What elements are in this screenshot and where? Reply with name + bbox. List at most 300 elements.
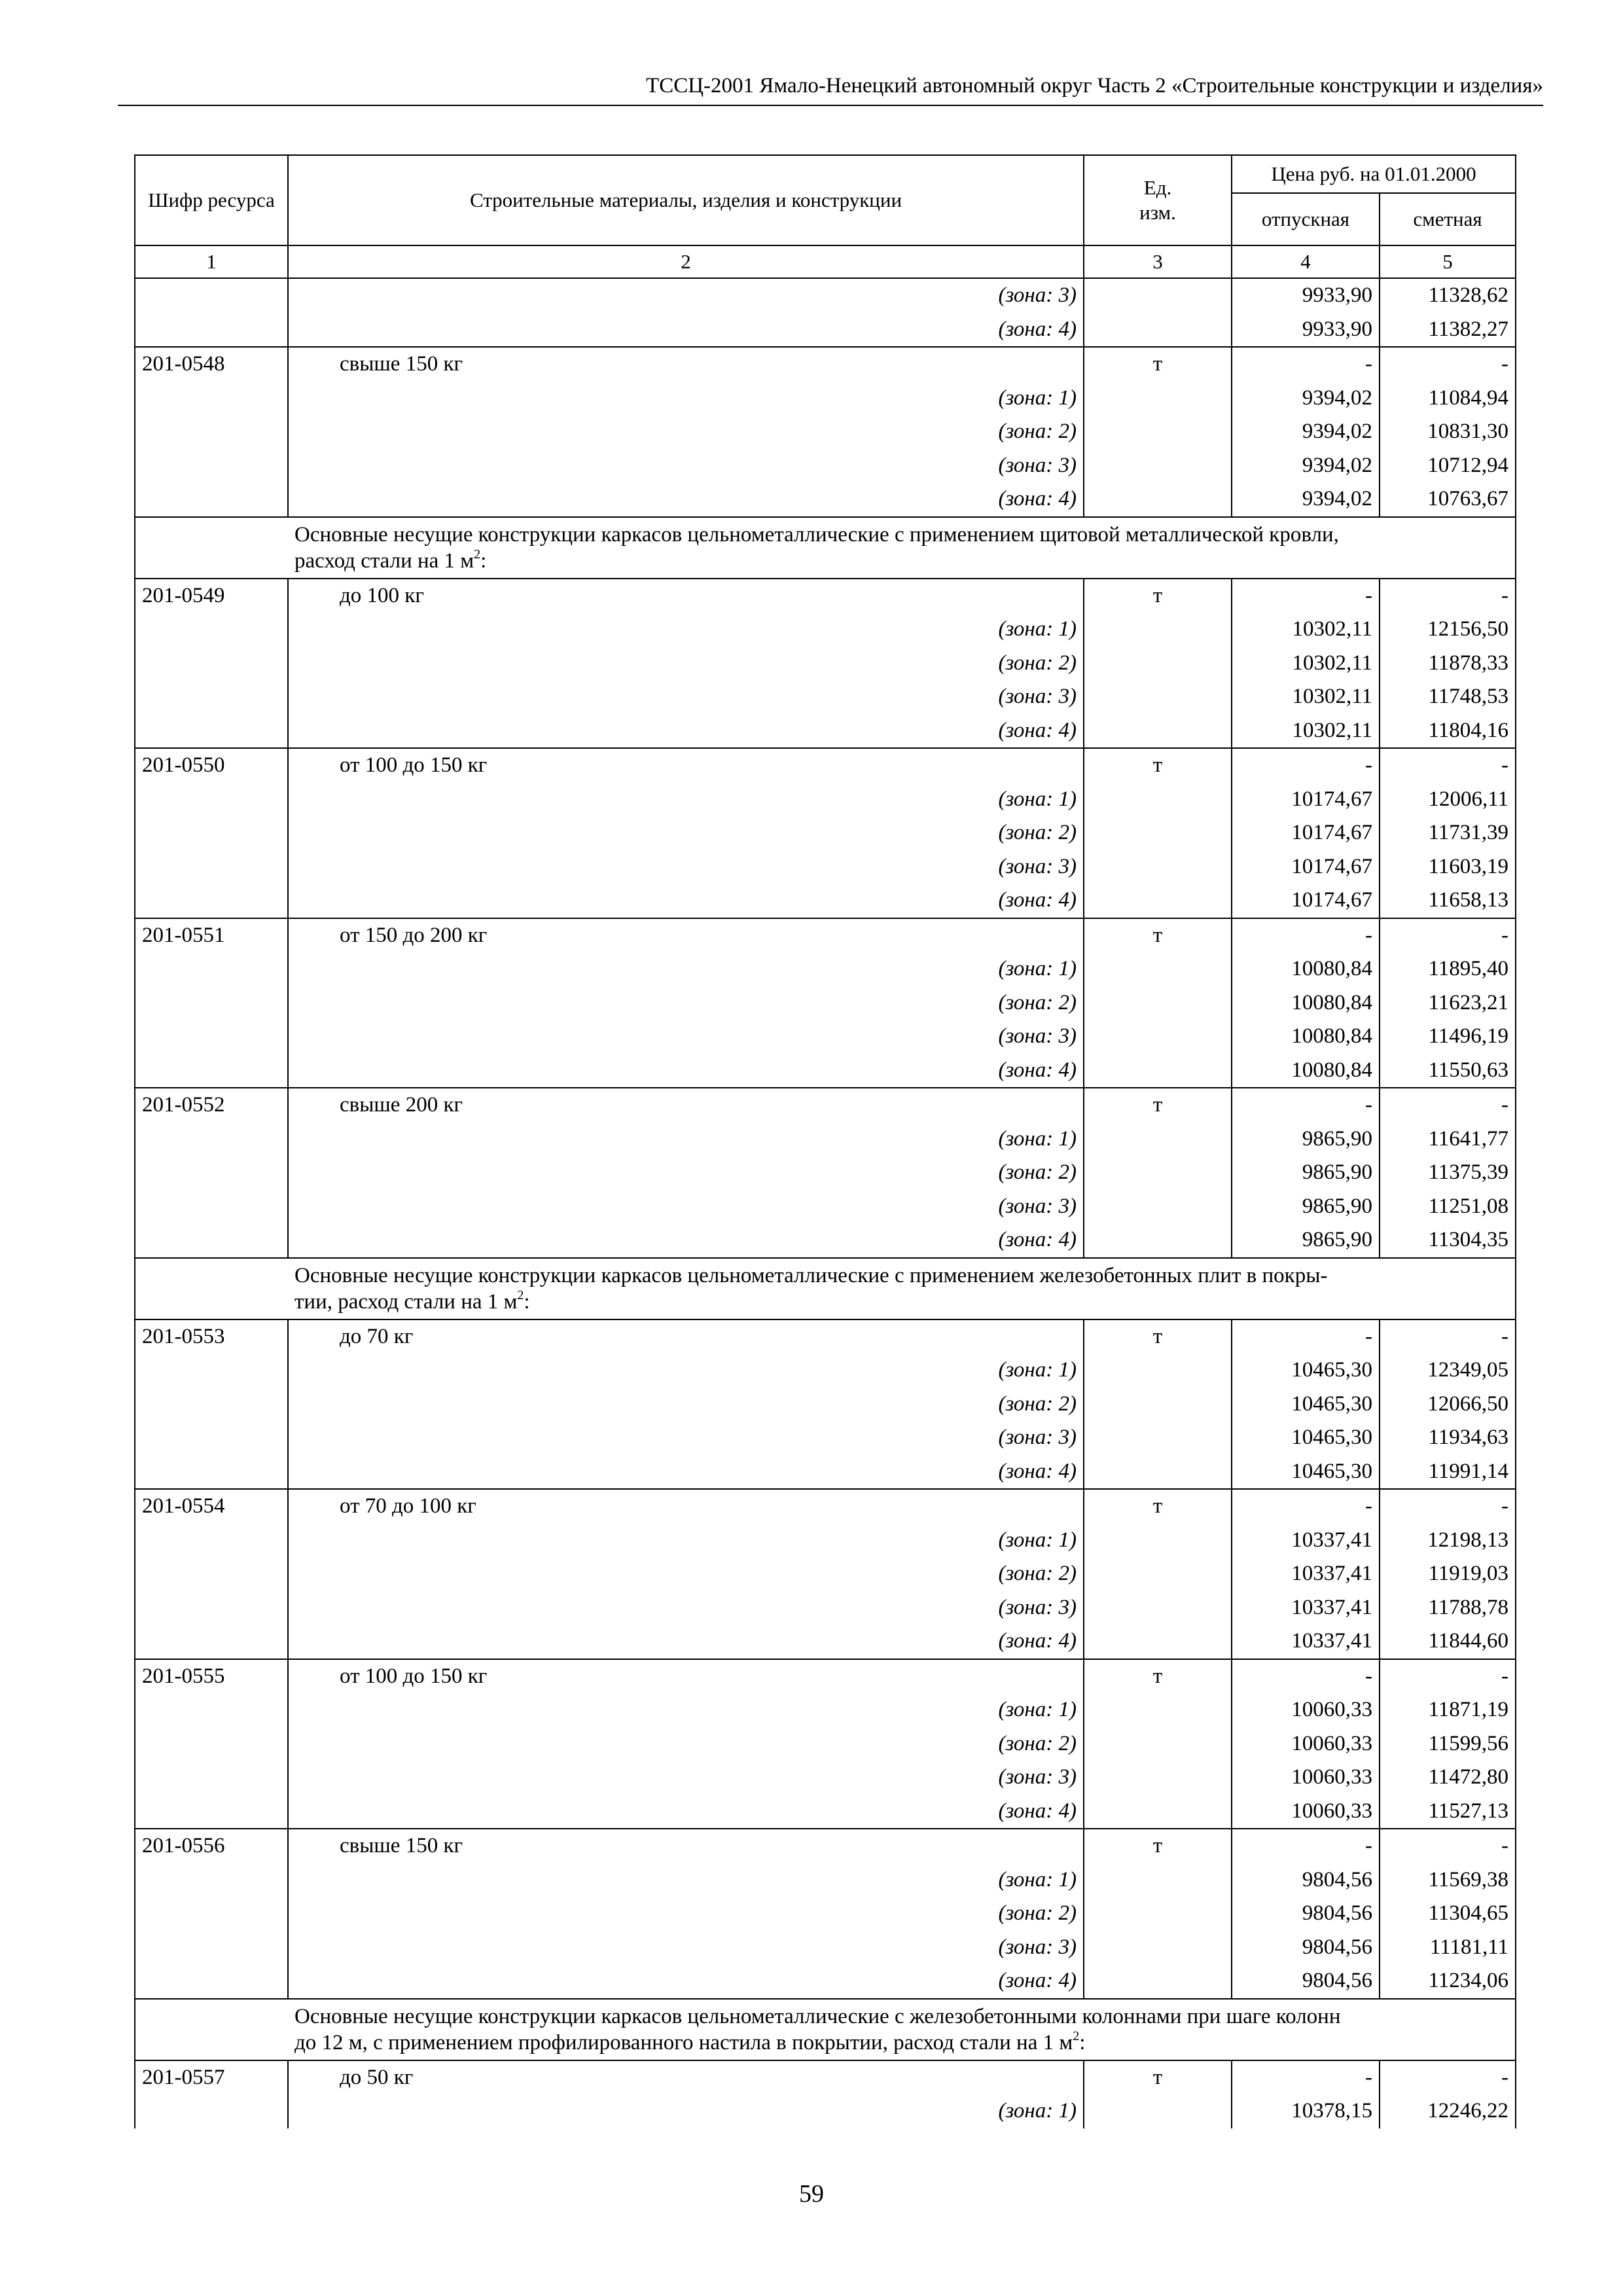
section-title-line-2 [294,1289,1508,1315]
zone-label: (зона: 4) [288,1223,1084,1258]
page-number: 59 [799,2180,824,2208]
resource-code [135,1727,288,1761]
unit [1084,647,1232,681]
estimate-price: 11641,77 [1380,1122,1516,1157]
zone-label: (зона: 2) [288,816,1084,850]
unit [1084,1863,1232,1897]
release-price: - [1232,1489,1380,1524]
zone-row [135,1795,1516,1829]
zone-label: (зона: 2) [288,1156,1084,1190]
zone-row [135,1223,1516,1258]
estimate-price: 11788,78 [1380,1591,1516,1625]
zone-label: (зона: 2) [288,986,1084,1020]
unit [1084,884,1232,918]
unit [1084,1122,1232,1157]
release-price: 10080,84 [1232,1020,1380,1054]
unit [1084,313,1232,348]
unit [1084,1591,1232,1625]
zone-row [135,1693,1516,1727]
release-price: - [1232,1829,1380,1863]
estimate-price: 11550,63 [1380,1054,1516,1088]
estimate-price: 11084,94 [1380,382,1516,416]
resource-code [135,1388,288,1422]
unit [1084,783,1232,817]
unit: т [1084,347,1232,382]
unit [1084,449,1232,483]
unit [1084,952,1232,986]
item-name: до 100 кг [288,579,1084,613]
resource-code [135,952,288,986]
unit: т [1084,748,1232,783]
section-row [135,1999,1516,2060]
release-price: 10080,84 [1232,986,1380,1020]
zone-label: (зона: 4) [288,1964,1084,1999]
resource-code [135,647,288,681]
unit [1084,1897,1232,1931]
section-title-line-1: Основные несущие конструкции каркасов цельнометаллические с применением железобетонных плит в покры- [294,1263,1328,1287]
resource-code [135,1693,288,1727]
zone-label: (зона: 1) [288,1122,1084,1157]
release-price: 9394,02 [1232,382,1380,416]
release-price: 10302,11 [1232,680,1380,714]
header-code: Шифр ресурса [135,155,288,245]
estimate-price: 11748,53 [1380,680,1516,714]
release-price: - [1232,748,1380,783]
resource-code [135,313,288,348]
resource-code [135,1421,288,1455]
section-title-text: до 12 м, с применением профилированного настила в покрытии, расход стали на 1 м [294,2030,1073,2054]
release-price: 10465,30 [1232,1354,1380,1388]
unit: т [1084,1319,1232,1354]
section-title-line-1: Основные несущие конструкции каркасов цельнометаллические с применением щитовой металлической кровли, [294,522,1339,547]
zone-row [135,1388,1516,1422]
resource-code: 201-0554 [135,1489,288,1524]
unit: т [1084,1088,1232,1122]
zone-label: (зона: 4) [288,1455,1084,1490]
resource-code [135,714,288,749]
release-price: 9865,90 [1232,1156,1380,1190]
estimate-price: 11234,06 [1380,1964,1516,1999]
resource-code [135,2094,288,2128]
section-title-text: расход стали на 1 м [294,548,474,573]
zone-row [135,382,1516,416]
estimate-price: 11603,19 [1380,850,1516,884]
estimate-price: 11304,65 [1380,1897,1516,1931]
estimate-price: 12246,22 [1380,2094,1516,2128]
resource-code: 201-0552 [135,1088,288,1122]
release-price: 10465,30 [1232,1388,1380,1422]
superscript: 2 [1073,2028,1080,2043]
zone-row [135,1156,1516,1190]
resource-code [135,1897,288,1931]
section-row [135,517,1516,579]
zone-row [135,850,1516,884]
price-table [134,154,1516,2128]
unit [1084,714,1232,749]
estimate-price: - [1380,918,1516,953]
resource-code [135,680,288,714]
item-row [135,1489,1516,1524]
section-title-line-2 [294,548,1508,574]
zone-label: (зона: 3) [288,1761,1084,1795]
zone-label: (зона: 1) [288,952,1084,986]
item-row [135,347,1516,382]
zone-label: (зона: 4) [288,1054,1084,1088]
resource-code [135,613,288,647]
header-estimate-price: сметная [1380,193,1516,245]
release-price: 9933,90 [1232,313,1380,348]
zone-label: (зона: 3) [288,1591,1084,1625]
zone-row [135,680,1516,714]
estimate-price: - [1380,579,1516,613]
release-price: 10337,41 [1232,1524,1380,1558]
estimate-price: - [1380,1319,1516,1354]
zone-label: (зона: 4) [288,714,1084,749]
zone-label: (зона: 1) [288,1354,1084,1388]
resource-code [135,1455,288,1490]
resource-code: 201-0555 [135,1659,288,1694]
section-code-cell [135,1999,288,2060]
zone-label: (зона: 4) [288,482,1084,517]
release-price: 10060,33 [1232,1727,1380,1761]
release-price: 10080,84 [1232,952,1380,986]
superscript: 2 [474,547,481,562]
estimate-price: 11878,33 [1380,647,1516,681]
estimate-price: 11375,39 [1380,1156,1516,1190]
item-row [135,1088,1516,1122]
zone-label: (зона: 2) [288,1897,1084,1931]
release-price: 9394,02 [1232,415,1380,449]
zone-row [135,1761,1516,1795]
zone-row [135,1931,1516,1965]
unit [1084,1524,1232,1558]
resource-code [135,1190,288,1224]
estimate-price: 11804,16 [1380,714,1516,749]
estimate-price: 11569,38 [1380,1863,1516,1897]
zone-label: (зона: 3) [288,1931,1084,1965]
zone-row [135,415,1516,449]
section-title-line-1: Основные несущие конструкции каркасов цельнометаллические с железобетонными колоннами при шаге колонн [294,2004,1341,2028]
zone-label: (зона: 4) [288,1624,1084,1659]
estimate-price: 11599,56 [1380,1727,1516,1761]
zone-label: (зона: 2) [288,1557,1084,1591]
release-price: 9865,90 [1232,1190,1380,1224]
zone-row [135,1054,1516,1088]
zone-row [135,613,1516,647]
zone-label: (зона: 1) [288,2094,1084,2128]
header-unit: Ед. изм. [1084,155,1232,245]
unit [1084,1795,1232,1829]
header-name: Строительные материалы, изделия и конструкции [288,155,1084,245]
item-name: от 150 до 200 кг [288,918,1084,953]
unit [1084,1727,1232,1761]
section-title-line-2 [294,2030,1508,2056]
estimate-price: 12349,05 [1380,1354,1516,1388]
zone-row [135,449,1516,483]
resource-code [135,1557,288,1591]
unit [1084,1931,1232,1965]
zone-row [135,714,1516,749]
zone-row [135,482,1516,517]
unit [1084,986,1232,1020]
release-price: 10174,67 [1232,884,1380,918]
unit: т [1084,2060,1232,2095]
section-title-text: тии, расход стали на 1 м [294,1289,518,1314]
col-number-5: 5 [1380,245,1516,278]
col-number-2: 2 [288,245,1084,278]
resource-code [135,884,288,918]
zone-row [135,647,1516,681]
estimate-price: 11472,80 [1380,1761,1516,1795]
item-name: от 100 до 150 кг [288,1659,1084,1694]
release-price: 9804,56 [1232,1863,1380,1897]
zone-label: (зона: 1) [288,1693,1084,1727]
resource-code [135,850,288,884]
estimate-price: 11251,08 [1380,1190,1516,1224]
item-row [135,1829,1516,1863]
resource-code: 201-0551 [135,918,288,953]
col-number-4: 4 [1232,245,1380,278]
release-price: 9394,02 [1232,482,1380,517]
estimate-price: 11919,03 [1380,1557,1516,1591]
estimate-price: - [1380,1489,1516,1524]
zone-label: (зона: 1) [288,1524,1084,1558]
resource-code [135,1156,288,1190]
estimate-price: 11731,39 [1380,816,1516,850]
resource-code [135,415,288,449]
zone-label: (зона: 4) [288,313,1084,348]
estimate-price: 11527,13 [1380,1795,1516,1829]
item-name: свыше 200 кг [288,1088,1084,1122]
estimate-price: 10712,94 [1380,449,1516,483]
zone-row [135,1354,1516,1388]
resource-code: 201-0557 [135,2060,288,2095]
zone-row [135,816,1516,850]
unit: т [1084,918,1232,953]
release-price: 9933,90 [1232,278,1380,313]
item-name: от 70 до 100 кг [288,1489,1084,1524]
zone-row [135,884,1516,918]
estimate-price: 11871,19 [1380,1693,1516,1727]
unit [1084,850,1232,884]
unit [1084,1964,1232,1999]
estimate-price: - [1380,2060,1516,2095]
item-name: до 70 кг [288,1319,1084,1354]
estimate-price: 12006,11 [1380,783,1516,817]
unit [1084,2094,1232,2128]
unit [1084,1557,1232,1591]
estimate-price: 12156,50 [1380,613,1516,647]
unit [1084,1388,1232,1422]
unit [1084,1223,1232,1258]
section-title [288,517,1516,579]
estimate-price: 12198,13 [1380,1524,1516,1558]
resource-code [135,1020,288,1054]
release-price: - [1232,347,1380,382]
zone-label: (зона: 2) [288,1388,1084,1422]
resource-code [135,1524,288,1558]
zone-row [135,1122,1516,1157]
unit [1084,613,1232,647]
running-header: ТССЦ-2001 Ямало-Ненецкий автономный округ Часть 2 «Строительные конструкции и изделия» [118,71,1543,106]
resource-code [135,1863,288,1897]
unit [1084,1624,1232,1659]
resource-code [135,783,288,817]
zone-row [135,1190,1516,1224]
item-name: свыше 150 кг [288,347,1084,382]
resource-code: 201-0550 [135,748,288,783]
unit [1084,1020,1232,1054]
resource-code [135,449,288,483]
resource-code [135,1054,288,1088]
unit: т [1084,579,1232,613]
resource-code [135,1624,288,1659]
zone-row [135,952,1516,986]
zone-row [135,1455,1516,1490]
zone-label: (зона: 1) [288,613,1084,647]
release-price: - [1232,2060,1380,2095]
release-price: - [1232,1088,1380,1122]
unit [1084,1421,1232,1455]
release-price: 10378,15 [1232,2094,1380,2128]
item-row [135,918,1516,953]
unit [1084,680,1232,714]
resource-code [135,1964,288,1999]
zone-row [135,1964,1516,1999]
section-title-colon: : [1079,2030,1086,2054]
release-price: 10337,41 [1232,1557,1380,1591]
zone-label: (зона: 1) [288,783,1084,817]
unit: т [1084,1829,1232,1863]
zone-label: (зона: 3) [288,278,1084,313]
zone-label: (зона: 1) [288,1863,1084,1897]
unit [1084,1354,1232,1388]
item-name: свыше 150 кг [288,1829,1084,1863]
release-price: 10080,84 [1232,1054,1380,1088]
unit [1084,1693,1232,1727]
zone-row [135,1557,1516,1591]
zone-label: (зона: 2) [288,415,1084,449]
unit [1084,382,1232,416]
release-price: - [1232,1659,1380,1694]
release-price: - [1232,579,1380,613]
zone-row [135,1863,1516,1897]
release-price: 10465,30 [1232,1421,1380,1455]
unit [1084,816,1232,850]
zone-row [135,1591,1516,1625]
unit [1084,482,1232,517]
unit [1084,415,1232,449]
resource-code [135,278,288,313]
zone-row [135,1524,1516,1558]
estimate-price: 12066,50 [1380,1388,1516,1422]
item-name: до 50 кг [288,2060,1084,2095]
item-row [135,1659,1516,1694]
resource-code [135,1122,288,1157]
zone-label: (зона: 2) [288,647,1084,681]
release-price: 10465,30 [1232,1455,1380,1490]
zone-row [135,783,1516,817]
item-row [135,2060,1516,2095]
release-price: 9804,56 [1232,1964,1380,1999]
unit [1084,1761,1232,1795]
section-code-cell [135,517,288,579]
release-price: 10060,33 [1232,1795,1380,1829]
estimate-price: 11895,40 [1380,952,1516,986]
release-price: 10302,11 [1232,647,1380,681]
section-title [288,1258,1516,1319]
release-price: 9804,56 [1232,1897,1380,1931]
zone-label: (зона: 2) [288,1727,1084,1761]
unit [1084,278,1232,313]
release-price: 9804,56 [1232,1931,1380,1965]
zone-label: (зона: 1) [288,382,1084,416]
zone-row [135,1020,1516,1054]
resource-code [135,986,288,1020]
zone-label: (зона: 3) [288,1421,1084,1455]
zone-row [135,986,1516,1020]
estimate-price: - [1380,1659,1516,1694]
unit: т [1084,1659,1232,1694]
unit [1084,1455,1232,1490]
resource-code [135,816,288,850]
section-row [135,1258,1516,1319]
col-number-1: 1 [135,245,288,278]
zone-row [135,1624,1516,1659]
header-price: Цена руб. на 01.01.2000 [1232,155,1516,193]
estimate-price: 11934,63 [1380,1421,1516,1455]
section-title-colon: : [480,548,487,573]
zone-label: (зона: 4) [288,1795,1084,1829]
unit [1084,1156,1232,1190]
resource-code: 201-0556 [135,1829,288,1863]
section-title-colon: : [524,1289,530,1314]
estimate-price: 11328,62 [1380,278,1516,313]
estimate-price: 11844,60 [1380,1624,1516,1659]
resource-code: 201-0549 [135,579,288,613]
release-price: 9865,90 [1232,1223,1380,1258]
release-price: 9394,02 [1232,449,1380,483]
estimate-price: - [1380,347,1516,382]
release-price: - [1232,918,1380,953]
zone-row [135,1421,1516,1455]
zone-row [135,2094,1516,2128]
zone-row [135,1897,1516,1931]
zone-row [135,278,1516,313]
estimate-price: - [1380,1088,1516,1122]
release-price: 10337,41 [1232,1624,1380,1659]
unit [1084,1054,1232,1088]
release-price: 10060,33 [1232,1761,1380,1795]
resource-code [135,1591,288,1625]
release-price: 10302,11 [1232,714,1380,749]
estimate-price: 11382,27 [1380,313,1516,348]
zone-label: (зона: 3) [288,1190,1084,1224]
release-price: 9865,90 [1232,1122,1380,1157]
item-row [135,1319,1516,1354]
estimate-price: 11623,21 [1380,986,1516,1020]
estimate-price: 10831,30 [1380,415,1516,449]
zone-label: (зона: 4) [288,884,1084,918]
zone-row [135,313,1516,348]
release-price: 10174,67 [1232,783,1380,817]
item-row [135,579,1516,613]
section-title [288,1999,1516,2060]
resource-code [135,1761,288,1795]
superscript: 2 [517,1287,524,1302]
resource-code [135,1795,288,1829]
estimate-price: 11496,19 [1380,1020,1516,1054]
